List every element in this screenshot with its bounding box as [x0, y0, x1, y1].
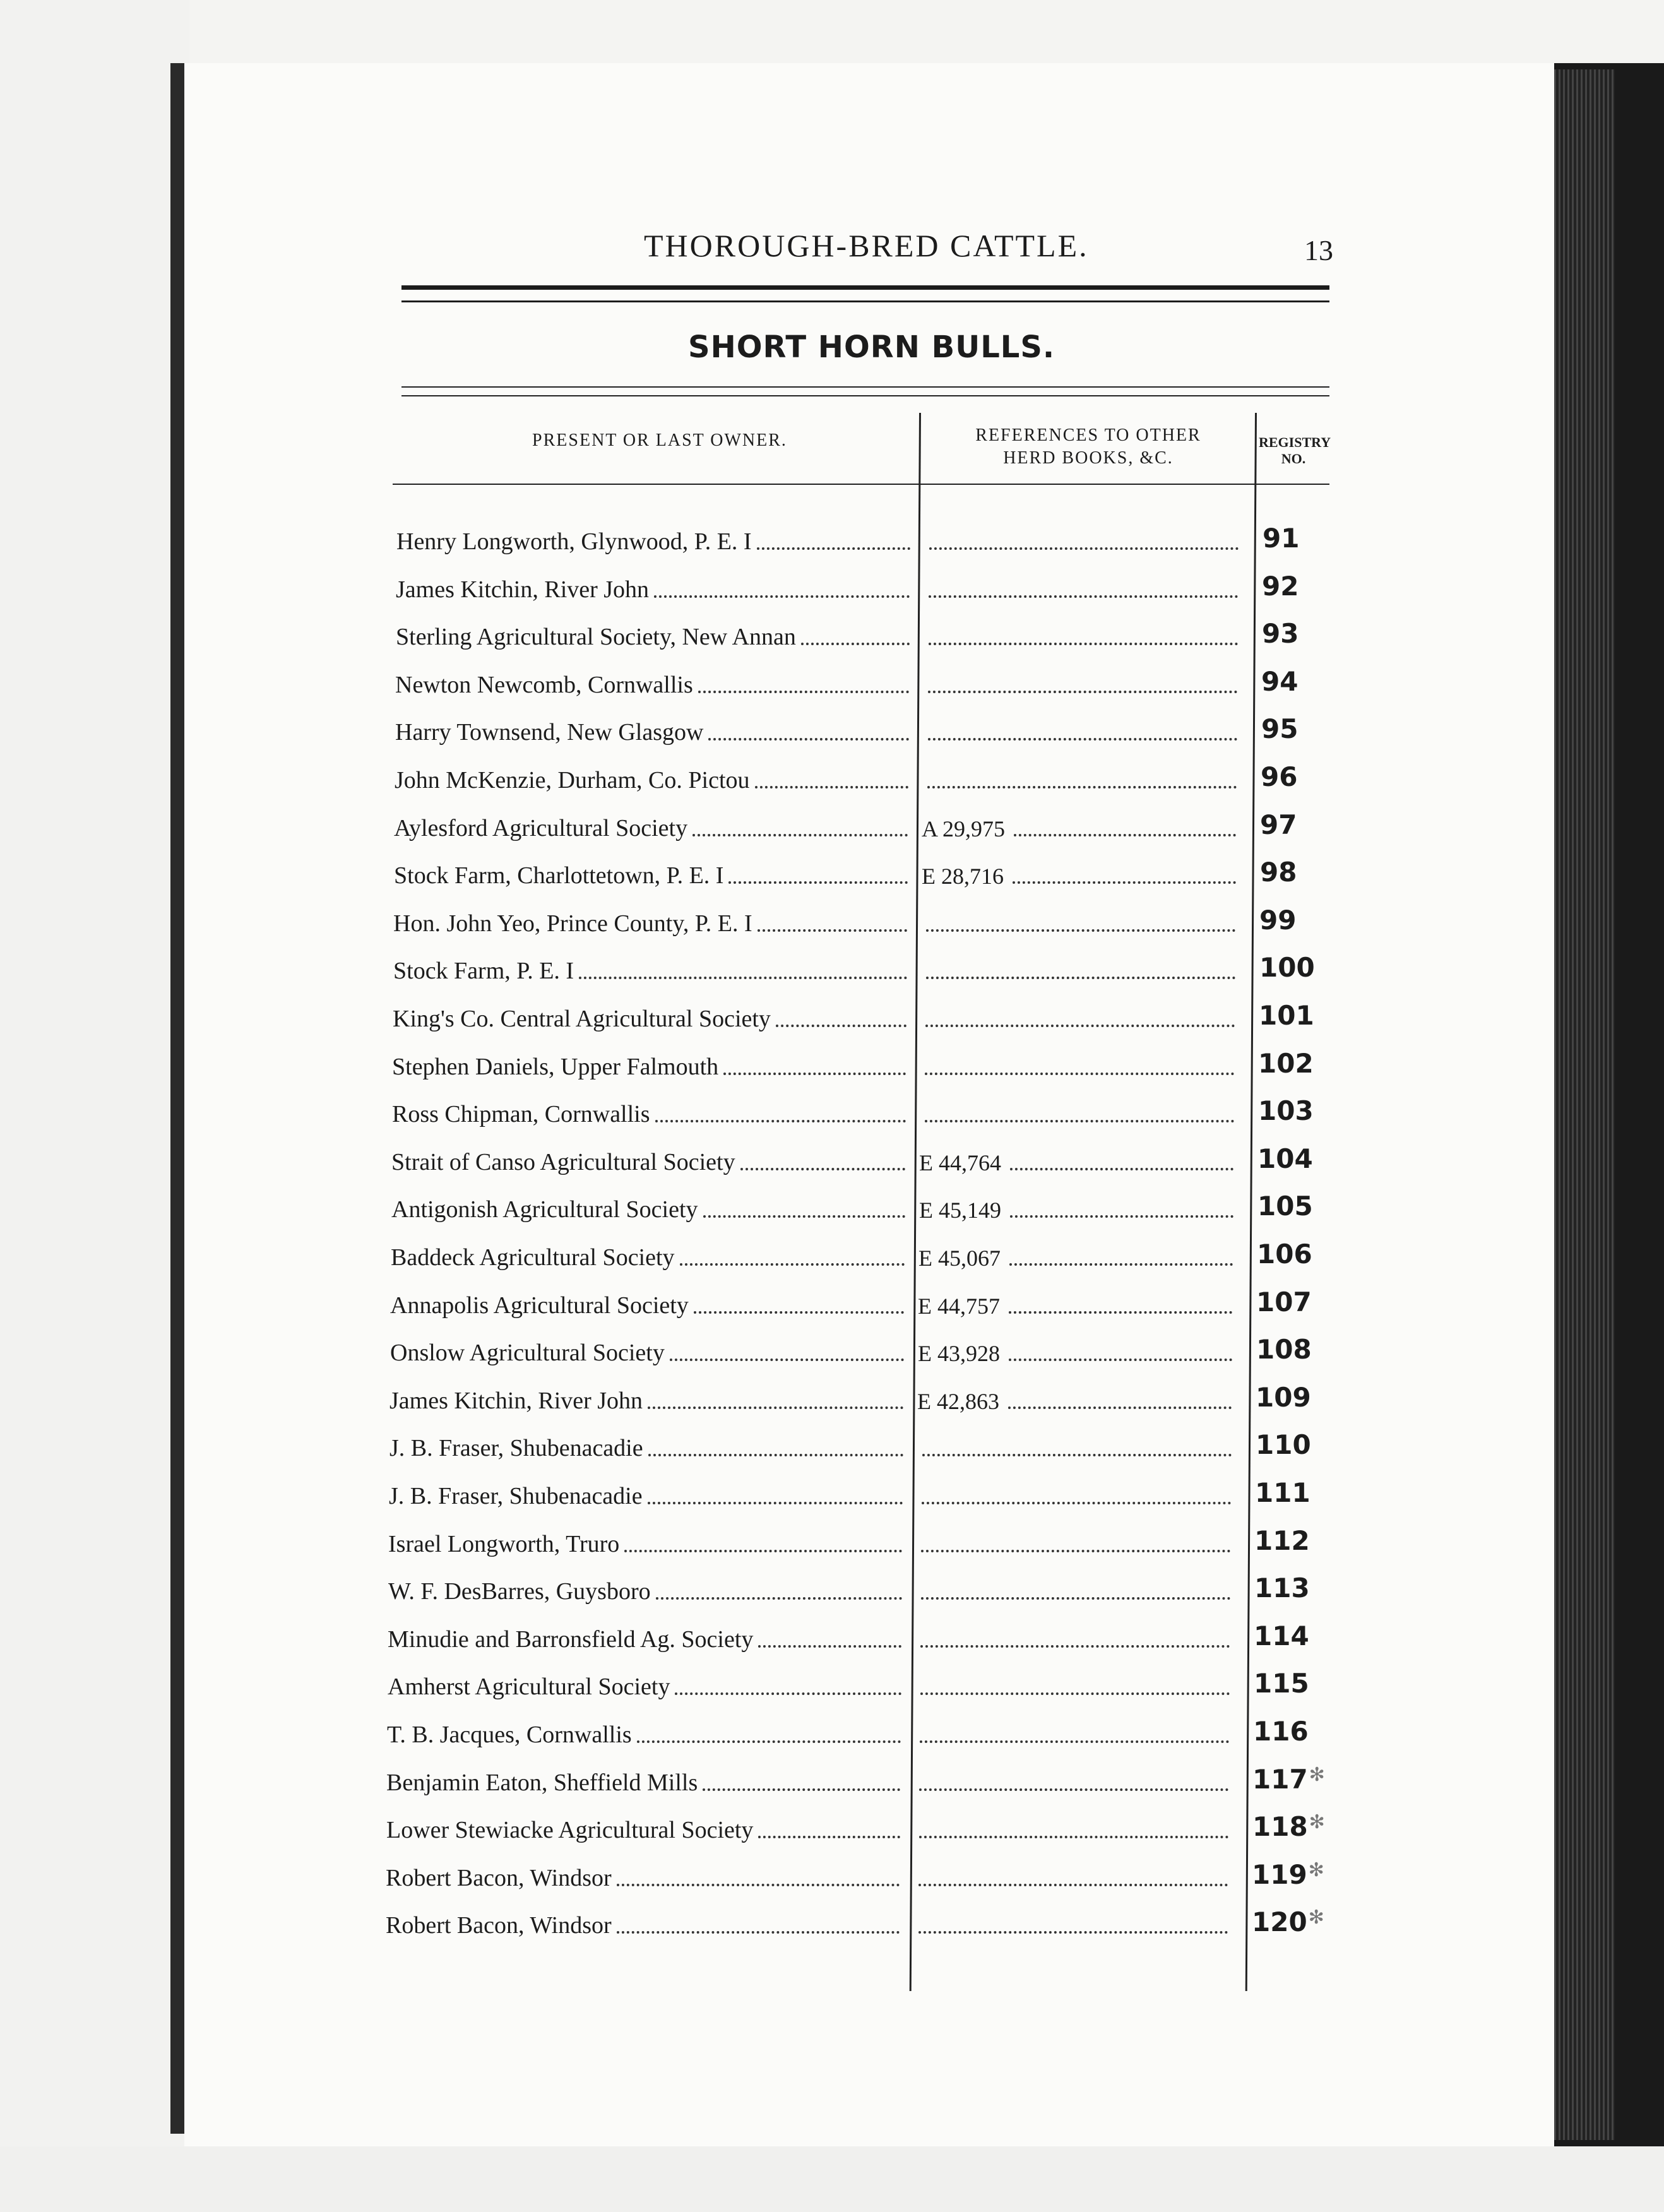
registry-number-value: 116	[1253, 1716, 1309, 1747]
registry-number-value: 120	[1252, 1906, 1307, 1938]
table-row	[0, 756, 1389, 804]
reference-cell	[914, 1806, 1232, 1844]
registry-number-value: 109	[1256, 1381, 1311, 1413]
registry-number	[1252, 1859, 1324, 1890]
reference-cell	[920, 1043, 1238, 1081]
registry-number	[1252, 1811, 1325, 1842]
registry-number	[1252, 1764, 1325, 1795]
owner-name: Onslow Agricultural Society	[390, 1340, 665, 1367]
registry-number-value: 97	[1260, 809, 1297, 840]
owner-cell	[390, 1329, 908, 1367]
dot-leader	[921, 1550, 1230, 1552]
owner-name: Robert Bacon, Windsor	[386, 1912, 612, 1939]
reference-cell	[923, 661, 1241, 699]
dot-leader	[1009, 1263, 1233, 1266]
table-row	[0, 518, 1389, 565]
dot-leader	[740, 1168, 905, 1170]
reference-cell	[915, 1663, 1233, 1701]
dot-leader	[624, 1550, 902, 1552]
owner-name: Strait of Canso Agricultural Society	[391, 1148, 735, 1175]
registry-number-value: 108	[1256, 1334, 1312, 1365]
section-title: SHORT HORN BULLS.	[688, 330, 1055, 365]
owner-name: Sterling Agricultural Society, New Annan	[396, 624, 796, 651]
owner-name: Benjamin Eaton, Sheffield Mills	[386, 1769, 698, 1796]
owner-name: Antigonish Agricultural Society	[391, 1196, 698, 1223]
registry-number	[1254, 1573, 1310, 1603]
owner-name: J. B. Fraser, Shubenacadie	[389, 1483, 643, 1509]
reference-cell	[918, 1281, 1236, 1319]
registry-number	[1256, 1429, 1311, 1460]
table-row	[0, 995, 1389, 1042]
registry-number	[1254, 1668, 1309, 1699]
registry-number-value: 92	[1262, 570, 1299, 602]
owner-cell	[393, 900, 911, 937]
table-rule	[401, 395, 1329, 396]
dot-leader	[617, 1884, 900, 1886]
owner-name: T. B. Jacques, Cornwallis	[387, 1721, 632, 1748]
dot-leader	[708, 738, 909, 740]
reference-cell	[920, 995, 1239, 1033]
registry-number	[1259, 1000, 1314, 1031]
reference-cell	[918, 1234, 1237, 1271]
dot-leader	[927, 786, 1237, 788]
column-header-owner: PRESENT OR LAST OWNER.	[532, 431, 787, 450]
dot-leader	[654, 595, 910, 598]
registry-number	[1253, 1716, 1309, 1747]
reference-cell	[922, 804, 1240, 842]
registry-number	[1257, 1239, 1312, 1270]
dot-leader	[758, 1836, 900, 1838]
reference-cell	[915, 1615, 1233, 1653]
dot-leader	[1014, 834, 1236, 836]
owner-cell	[389, 1377, 907, 1415]
asterisk-mark: ✻	[1309, 1763, 1325, 1786]
dot-leader	[920, 1645, 1230, 1648]
registry-number-value: 91	[1263, 523, 1300, 554]
registry-number-value: 96	[1261, 761, 1298, 792]
header-rule-thick	[401, 285, 1329, 290]
owner-name: Amherst Agricultural Society	[388, 1674, 670, 1701]
reference-cell	[924, 613, 1242, 651]
dot-leader	[1010, 1215, 1233, 1218]
owner-cell	[388, 1615, 905, 1653]
table-row	[0, 1663, 1389, 1710]
table-row	[0, 1806, 1389, 1853]
herd-book-reference: E 44,764	[919, 1150, 1001, 1175]
table-row	[0, 1759, 1389, 1806]
owner-cell	[393, 995, 910, 1033]
registry-number-value: 101	[1259, 1000, 1314, 1031]
table-row	[0, 1090, 1389, 1138]
owner-name: J. B. Fraser, Shubenacadie	[389, 1435, 643, 1462]
dot-leader	[1010, 1168, 1233, 1170]
scan-bottom-margin	[0, 2146, 1664, 2212]
dot-leader	[579, 977, 907, 979]
owner-cell	[391, 1186, 909, 1223]
dot-leader	[925, 1025, 1235, 1027]
registry-number	[1257, 1191, 1313, 1222]
registry-number-value: 106	[1257, 1239, 1312, 1270]
dot-leader	[698, 691, 909, 693]
registry-number-value: 117	[1252, 1763, 1308, 1795]
dot-leader	[922, 1502, 1231, 1504]
page-number: 13	[1304, 234, 1333, 266]
registry-number	[1254, 1620, 1309, 1651]
dot-leader	[776, 1025, 906, 1027]
dot-leader	[922, 1454, 1232, 1456]
table-row	[0, 852, 1389, 899]
registry-number-value: 111	[1255, 1477, 1310, 1508]
table-row	[0, 1043, 1389, 1090]
owner-cell	[396, 518, 914, 556]
table-row	[0, 1567, 1389, 1615]
reference-cell	[917, 1424, 1235, 1462]
reference-cell	[915, 1711, 1233, 1749]
dot-leader	[920, 1740, 1229, 1743]
owner-cell	[392, 1090, 910, 1128]
registry-number	[1261, 761, 1297, 792]
dot-leader	[648, 1502, 903, 1504]
owner-cell	[391, 1138, 909, 1176]
table-row	[0, 1520, 1389, 1567]
table-header-rule	[393, 484, 1329, 485]
herd-book-reference: E 45,067	[918, 1246, 1001, 1271]
dot-leader	[925, 1073, 1234, 1075]
owner-cell	[388, 1567, 906, 1605]
owner-cell	[387, 1711, 905, 1749]
owner-name: Ross Chipman, Cornwallis	[392, 1101, 650, 1128]
dot-leader	[919, 1788, 1228, 1791]
column-header-registry-line1: REGISTRY	[1259, 434, 1331, 450]
owner-cell	[388, 1663, 905, 1701]
registry-number-value: 110	[1256, 1429, 1311, 1461]
owner-cell	[393, 947, 911, 985]
herd-book-reference: E 45,149	[919, 1198, 1001, 1223]
registry-number	[1260, 809, 1297, 840]
owner-name: Harry Townsend, New Glasgow	[395, 719, 704, 746]
owner-name: Henry Longworth, Glynwood, P. E. I	[396, 528, 752, 555]
reference-cell	[919, 1186, 1237, 1223]
owner-name: Minudie and Barronsfield Ag. Society	[388, 1626, 754, 1653]
dot-leader	[694, 1311, 904, 1314]
dot-leader	[926, 929, 1235, 932]
owner-name: Stock Farm, Charlottetown, P. E. I	[394, 862, 724, 889]
registry-number-value: 105	[1257, 1191, 1313, 1222]
dot-leader	[703, 1215, 905, 1218]
dot-leader	[728, 881, 908, 884]
registry-number-value: 113	[1254, 1573, 1310, 1604]
registry-number	[1263, 523, 1299, 554]
table-row	[0, 1329, 1389, 1376]
table-row	[0, 1234, 1389, 1281]
owner-cell	[386, 1854, 903, 1892]
table-row	[0, 1138, 1389, 1186]
asterisk-mark: ✻	[1309, 1811, 1325, 1834]
dot-leader	[758, 929, 907, 932]
registry-number-value: 94	[1261, 665, 1299, 697]
dot-leader	[928, 738, 1237, 740]
owner-name: King's Co. Central Agricultural Society	[393, 1006, 771, 1032]
table-row	[0, 1901, 1389, 1949]
herd-book-reference: E 43,928	[918, 1341, 1000, 1367]
dot-leader	[757, 547, 910, 550]
table-row	[0, 1854, 1389, 1901]
registry-number	[1256, 1382, 1311, 1413]
registry-number-value: 103	[1258, 1095, 1314, 1127]
dot-leader	[920, 1692, 1230, 1695]
table-row	[0, 1377, 1389, 1424]
table-row	[0, 613, 1389, 660]
asterisk-mark: ✻	[1308, 1858, 1324, 1881]
dot-leader	[919, 1836, 1228, 1838]
dot-leader	[648, 1454, 903, 1456]
dot-leader	[929, 595, 1238, 598]
reference-cell	[924, 518, 1242, 556]
dot-leader	[723, 1073, 906, 1075]
reference-cell	[922, 756, 1240, 794]
table-row	[0, 1186, 1389, 1233]
dot-leader	[656, 1597, 902, 1600]
registry-number-value: 104	[1257, 1143, 1313, 1174]
registry-number	[1258, 1095, 1314, 1126]
owner-cell	[389, 1472, 906, 1510]
registry-number	[1256, 1287, 1312, 1317]
dot-leader	[617, 1931, 900, 1934]
registry-number-value: 112	[1254, 1525, 1310, 1556]
reference-cell	[917, 1472, 1235, 1510]
reference-cell	[914, 1759, 1232, 1797]
owner-name: James Kitchin, River John	[396, 576, 650, 603]
owner-name: Hon. John Yeo, Prince County, P. E. I	[393, 910, 752, 937]
reference-cell	[921, 900, 1239, 937]
owner-name: W. F. DesBarres, Guysboro	[388, 1578, 651, 1605]
dot-leader	[1008, 1406, 1232, 1409]
registry-number	[1258, 1048, 1314, 1079]
table-row	[0, 1281, 1389, 1329]
registry-number	[1261, 666, 1298, 697]
dot-leader	[801, 643, 910, 645]
owner-name: Baddeck Agricultural Society	[391, 1244, 675, 1271]
table-row	[0, 566, 1389, 613]
registry-number	[1252, 1906, 1324, 1937]
registry-number-value: 95	[1261, 713, 1299, 745]
registry-number	[1260, 857, 1297, 888]
owner-name: Aylesford Agricultural Society	[394, 814, 688, 841]
owner-cell	[395, 756, 912, 794]
dot-leader	[755, 786, 908, 788]
registry-number	[1255, 1477, 1310, 1508]
owner-name: Robert Bacon, Windsor	[386, 1864, 612, 1891]
registry-number	[1262, 571, 1299, 602]
dot-leader	[637, 1740, 901, 1743]
registry-number-value: 119	[1252, 1858, 1307, 1890]
reference-cell	[913, 1901, 1232, 1939]
reference-cell	[923, 708, 1241, 746]
reference-cell	[922, 852, 1240, 889]
registry-number	[1254, 1525, 1310, 1556]
dot-leader	[1013, 881, 1236, 884]
scan-top-margin	[0, 0, 1664, 63]
asterisk-mark: ✻	[1308, 1906, 1324, 1929]
owner-name: Israel Longworth, Truro	[388, 1530, 620, 1557]
dot-leader	[1009, 1359, 1232, 1361]
dot-leader	[929, 547, 1239, 550]
owner-cell	[396, 566, 913, 604]
reference-cell	[918, 1329, 1236, 1367]
table-row	[0, 804, 1389, 852]
owner-cell	[392, 1043, 910, 1081]
dot-leader	[918, 1884, 1228, 1886]
reference-cell	[916, 1567, 1234, 1605]
owner-cell	[395, 661, 913, 699]
column-header-references-line2: HERD BOOKS, &C.	[1003, 448, 1174, 468]
dot-leader	[703, 1788, 900, 1791]
registry-number	[1256, 1334, 1312, 1365]
table-row	[0, 947, 1389, 994]
registry-number-value: 99	[1259, 904, 1297, 936]
owner-name: John McKenzie, Durham, Co. Pictou	[395, 767, 750, 794]
table-rule	[401, 386, 1329, 388]
running-head: THOROUGH-BRED CATTLE.	[644, 228, 1089, 263]
dot-leader	[670, 1359, 904, 1361]
registry-number-value: 107	[1256, 1286, 1312, 1317]
dot-leader	[675, 1692, 901, 1695]
reference-cell	[916, 1520, 1234, 1558]
herd-book-reference: A 29,975	[922, 816, 1006, 841]
owner-cell	[386, 1759, 904, 1797]
reference-cell	[924, 566, 1242, 604]
registry-number	[1261, 713, 1298, 744]
column-header-references-line1: REFERENCES TO OTHER	[975, 425, 1201, 445]
dot-leader	[926, 977, 1235, 979]
owner-cell	[390, 1281, 908, 1319]
owner-name: James Kitchin, River John	[389, 1387, 643, 1414]
dot-leader	[648, 1406, 903, 1409]
dot-leader	[655, 1120, 906, 1122]
dot-leader	[921, 1597, 1230, 1600]
table-row	[0, 1711, 1389, 1758]
owner-name: Stephen Daniels, Upper Falmouth	[392, 1053, 719, 1080]
owner-cell	[394, 804, 912, 842]
owner-cell	[386, 1901, 903, 1939]
herd-book-reference: E 42,863	[917, 1388, 999, 1414]
registry-number	[1259, 905, 1296, 936]
registry-number-value: 98	[1260, 857, 1297, 888]
table-row	[0, 708, 1389, 756]
registry-number-value: 118	[1252, 1811, 1308, 1843]
owner-cell	[394, 852, 912, 889]
registry-number-value: 102	[1258, 1047, 1314, 1079]
herd-book-reference: E 44,757	[918, 1293, 1000, 1319]
dot-leader	[925, 1120, 1234, 1122]
table-row	[0, 1615, 1389, 1663]
registry-number	[1257, 1143, 1313, 1174]
column-header-references	[925, 424, 1251, 470]
dot-leader	[680, 1263, 905, 1266]
reference-cell	[913, 1854, 1232, 1892]
column-header-registry	[1259, 434, 1331, 467]
dot-leader	[918, 1931, 1228, 1934]
table-row	[0, 1472, 1389, 1519]
reference-cell	[921, 947, 1239, 985]
header-rule-thin	[401, 300, 1329, 302]
dot-leader	[692, 834, 908, 836]
column-header-registry-line2: NO.	[1281, 451, 1306, 467]
registry-number	[1259, 952, 1315, 983]
owner-cell	[396, 613, 913, 651]
owner-cell	[391, 1234, 908, 1271]
owner-name: Lower Stewiacke Agricultural Society	[386, 1817, 754, 1844]
registry-number	[1262, 618, 1299, 649]
owner-cell	[395, 708, 913, 746]
page-stack-edge	[1554, 69, 1615, 2140]
owner-name: Stock Farm, P. E. I	[393, 958, 574, 985]
reference-cell	[917, 1377, 1235, 1415]
herd-book-reference: E 28,716	[922, 864, 1004, 889]
owner-name: Annapolis Agricultural Society	[390, 1292, 689, 1319]
table-row	[0, 661, 1389, 708]
registry-number-value: 100	[1259, 952, 1315, 984]
dot-leader	[929, 643, 1238, 645]
table-row	[0, 1424, 1389, 1472]
owner-cell	[388, 1520, 906, 1558]
owner-name: Newton Newcomb, Cornwallis	[395, 671, 693, 698]
dot-leader	[1009, 1311, 1232, 1314]
reference-cell	[920, 1090, 1238, 1128]
table-row	[0, 900, 1389, 947]
registry-number-value: 93	[1262, 618, 1299, 650]
reference-cell	[919, 1138, 1237, 1176]
owner-cell	[386, 1806, 904, 1844]
dot-leader	[928, 691, 1237, 693]
dot-leader	[758, 1645, 901, 1648]
registry-number-value: 114	[1254, 1620, 1309, 1651]
owner-cell	[389, 1424, 907, 1462]
registry-number-value: 115	[1254, 1668, 1309, 1699]
